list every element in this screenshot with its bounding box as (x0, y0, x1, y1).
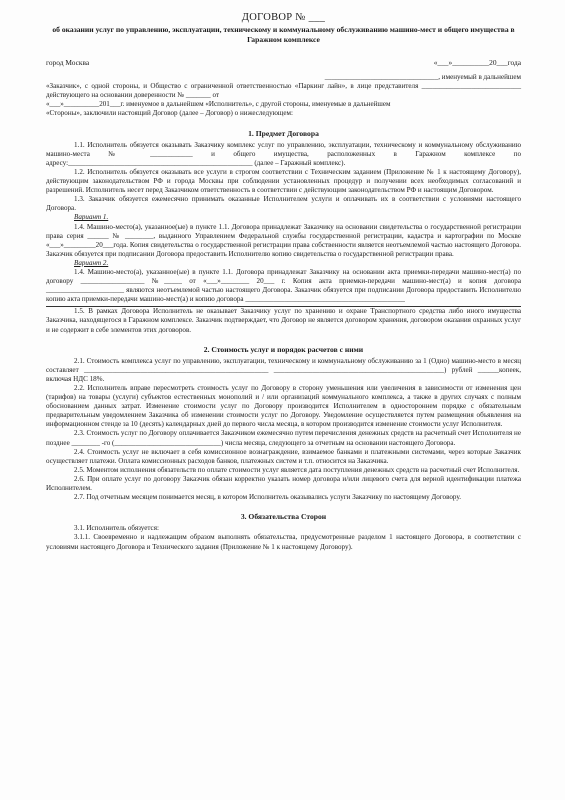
clause-1-5: 1.5. В рамках Договора Исполнитель не оказывает Заказчику услуг по хранению и охране Транспортного средства либо иного имущества Заказчика, находящегося в Гаражном комплексе. Заказчик подтверждает, что Договор не является договором хранения, договором оказания охранных услуг и не содержит в себе элементов этих договоров. (46, 307, 521, 334)
contract-title: ДОГОВОР № ___ (241, 12, 326, 23)
clause-1-1: 1.1. Исполнитель обязуется оказывать Заказчику комплекс услуг по управлению, эксплуатации, техническому и коммунальному обслуживанию машино-места № ____________ и общего имущества, расположенных в Гаражном комплексе по адресу:____________________________________________________ (далее – Гаражный комплекс). (46, 140, 521, 167)
clause-3-1-1: 3.1.1. Своевременно и надлежащим образом выполнять обязательства, предусмотренные разделом 1 настоящего Договора, в соответствии с условиями настоящего Договора и Технического задания (Приложение № 1 к настоящему Договору). (46, 533, 521, 551)
clause-2-1: 2.1. Стоимость комплекса услуг по управлению, эксплуатации, техническому и коммунальному обслуживанию за 1 (Одно) машино-место в месяц составляет ____________________________________________________ ________________________________________________) рублей ______копеек, включая НДС 18%. (46, 356, 521, 383)
contract-subtitle: об оказании услуг по управлению, эксплуатации, техническому и коммунальному обслуживанию машино-мест и общего имущества в Гаражном комплексе (52, 25, 515, 44)
clause-3-1: 3.1. Исполнитель обязуется: (74, 524, 159, 533)
preamble-line-2: «Заказчик», с одной стороны, и Общество с ограниченной ответственностью «Паркинг лайн», в лице представителя ____________________________ действующего на основании доверенности № _______ от (46, 82, 521, 100)
clause-1-3: 1.3. Заказчик обязуется ежемесячно принимать оказанные Исполнителем услуги и оплачивать их в соответствии с условиями настоящего Договора. (46, 195, 521, 213)
clause-2-6: 2.6. При оплате услуг по договору Заказчик обязан корректно указать номер договора и/или лицевого счета для верной идентификации платежа Исполнителем. (46, 474, 521, 493)
variant-1-label: Вариант 1. (74, 213, 109, 222)
variant-2-label: Вариант 2. (74, 258, 109, 267)
date: «___»__________20___года (433, 58, 521, 67)
preamble-line-4: «Стороны», заключили настоящий Договор (далее – Договор) о нижеследующем: (46, 109, 293, 118)
city-date-line (46, 58, 521, 67)
clause-2-4: 2.4. Стоимость услуг не включает в себя комиссионное вознаграждение, взимаемое банками и платежными системами, через которые Заказчик осуществляет платежи. Оплата комиссионных расходов банков, платежных систем и т.п. относится на Заказчика. (46, 447, 521, 465)
clause-1-4-v2: 1.4. Машино-место(а), указанное(ые) в пункте 1.1. Договора принадлежат Заказчику на основании акта приемки-передачи машино-мест(а) по договору __________________ №_____ от «___»________ 20___ г. Копия акта приемки-передачи машино-мест(а) и копия договора ______________________ являются неотъемлемой частью настоящего Договора. Заказчик обязуется при подписании Договора предоставить Исполнителю копию акта приемки-передачи машино-мест(а) и копию договора _____________________________________________ (46, 267, 521, 304)
clause-2-3: 2.3. Стоимость услуг по Договору оплачивается Заказчиком ежемесячно путем перечисления денежных средств на расчетный счет Исполнителя не позднее ________ -го (______________________________) числа месяца, следующего за отчетным на основании настоящего Договора. (46, 429, 521, 447)
preamble-line-1: ________________________________, именуемый в дальнейшем (324, 73, 521, 82)
preamble-line-3: «___»__________201___г. именуемое в дальнейшем «Исполнитель», с другой стороны, именуемые в дальнейшем (46, 100, 391, 109)
clause-2-7: 2.7. Под отчетным месяцем понимается месяц, в котором Исполнитель оказывались услуги Заказчику по настоящему Договору. (74, 493, 461, 502)
city: город Москва (46, 58, 90, 67)
clause-1-4-v1: 1.4. Машино-место(а), указанное(ые) в пункте 1.1. Договора принадлежат Заказчику на основании свидетельства о государственной регистрации права серия ______ № ________, выданного Управлением Федеральной службы государственной регистрации, кадастра и картографии по Москве «___»_________20___года. Копия свидетельства о государственной регистрации права собственности является неотъемлемой частью настоящего Договора. Заказчик обязуется при подписании Договора предоставить Исполнителю копию свидетельства о государственной регистрации права. (46, 222, 521, 258)
section-3-heading: 3. Обязательства Сторон (240, 512, 327, 522)
section-1-heading: 1. Предмет Договора (248, 128, 319, 138)
clause-1-2: 1.2. Исполнитель обязуется оказывать все услуги в строгом соответствии с Техническим заданием (Приложение № 1 к настоящему Договору), действующим законодательством РФ и города Москвы при соблюдении установленных процедур и получении всех необходимых согласований и разрешений. Исполнитель несет перед Заказчиком ответственность в соответствии с действующим законодательством РФ и настоящим Договором. (46, 167, 521, 195)
section-2-heading: 2. Стоимость услуг и порядок расчетов с ними (203, 344, 364, 354)
clause-2-5: 2.5. Моментом исполнения обязательств по оплате стоимости услуг является дата поступления денежных средств на расчетный счет Исполнителя. (74, 465, 520, 474)
clause-2-2: 2.2. Исполнитель вправе пересмотреть стоимость услуг по Договору в сторону уменьшения или увеличения в зависимости от изменения цен (тарифов) на товары (услуги) субъектов естественных монополий и / или организаций коммунального комплекса, а также в других случаях с полным обоснованием данных затрат. Изменение стоимости услуг по Договору производится Исполнителем в одностороннем порядке с обязательным предварительным уведомлением Заказчика об изменении стоимости услуг по Договору. Уведомление осуществляется путем размещения объявления на информационном стенде за 10 (десять) календарных дней до первого числа месяца, в котором производится изменение стоимости услуг Исполнителя. (46, 384, 521, 429)
